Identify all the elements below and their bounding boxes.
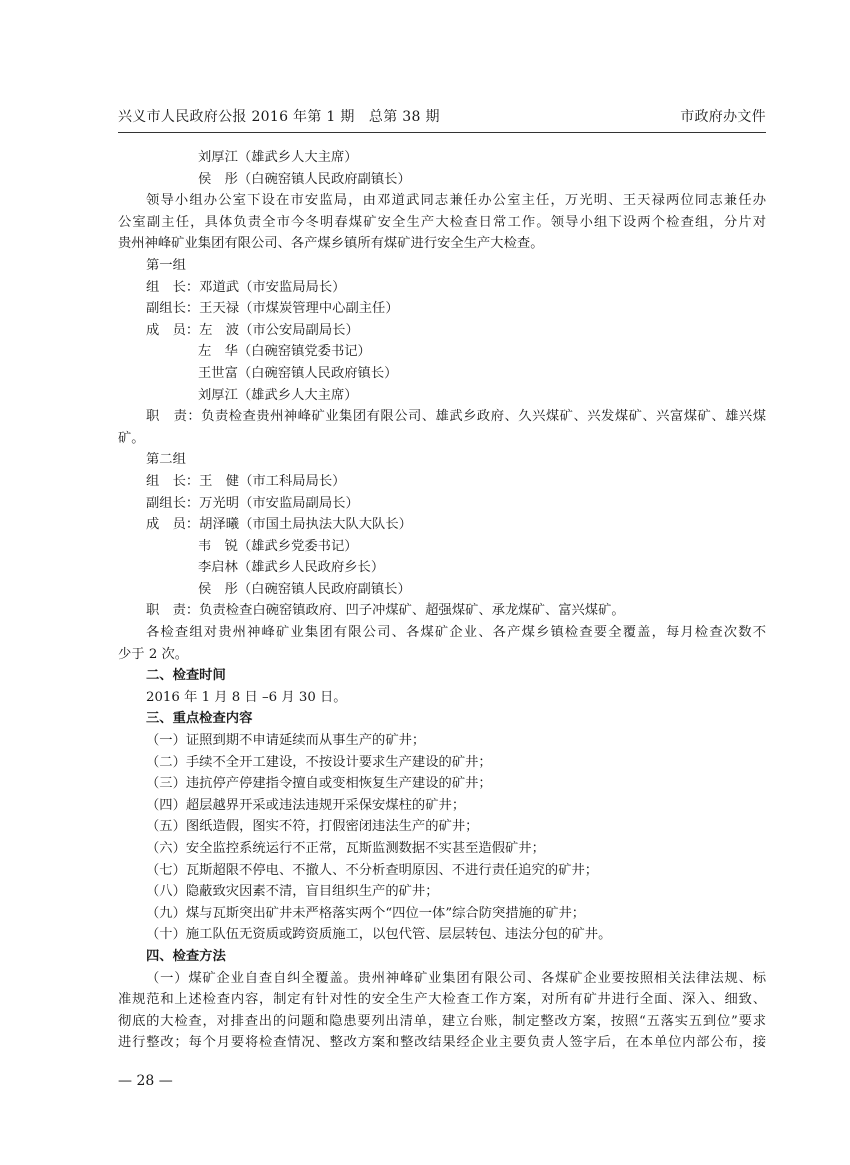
group-leader: 组 长：王 健（市工科局局长） bbox=[146, 473, 346, 489]
group-duty: 职 责：负责检查贵州神峰矿业集团有限公司、雄武乡政府、久兴煤矿、兴发煤矿、兴富煤矿、雄兴煤 bbox=[146, 409, 766, 425]
group-duty-cont: 矿。 bbox=[118, 430, 145, 446]
member-line: 李启林（雄武乡人民政府乡长） bbox=[198, 560, 385, 576]
list-item: （六）安全监控系统运行不正常，瓦斯监测数据不实甚至造假矿井； bbox=[146, 841, 545, 856]
member-line: 刘厚江（雄武乡人大主席） bbox=[198, 387, 358, 403]
section-heading: 四、检查方法 bbox=[146, 948, 226, 964]
list-item: （七）瓦斯超限不停电、不撤人、不分析查明原因、不进行责任追究的矿井； bbox=[146, 862, 599, 878]
member-line: 左 华（白碗窑镇党委书记） bbox=[198, 344, 371, 360]
member-line: 刘厚江（雄武乡人大主席） bbox=[198, 150, 358, 165]
list-item: （十）施工队伍无资质或跨资质施工，以包代管、层层转包、违法分包的矿井。 bbox=[146, 927, 612, 943]
paragraph-line: 各检查组对贵州神峰矿业集团有限公司、各煤矿企业、各产煤乡镇检查要全覆盖，每月检查次数不 bbox=[146, 625, 766, 641]
paragraph-line: 进行整改；每个月要将检查情况、整改方案和整改结果经企业主要负责人签字后，在本单位内部公布，接 bbox=[118, 1035, 766, 1051]
list-item: （一）证照到期不申请延续而从事生产的矿井； bbox=[146, 733, 426, 749]
page-number: — 28 — bbox=[118, 1073, 173, 1089]
member-line: 侯 彤（白碗窑镇人民政府副镇长） bbox=[198, 171, 411, 187]
group-deputy: 副组长：王天禄（市煤炭管理中心副主任） bbox=[146, 301, 399, 317]
member-line: 侯 彤（白碗窑镇人民政府副镇长） bbox=[198, 581, 411, 597]
paragraph-line: 公室副主任，具体负责全市今冬明春煤矿安全生产大检查日常工作。领导小组下设两个检查组，分片对 bbox=[118, 214, 766, 230]
group-deputy: 副组长：万光明（市安监局副局长） bbox=[146, 495, 359, 511]
group-duty: 职 责：负责检查白碗窑镇政府、凹子冲煤矿、超强煤矿、承龙煤矿、富兴煤矿。 bbox=[146, 603, 625, 619]
list-item: （四）超层越界开采或违法违规开采保安煤柱的矿井； bbox=[146, 797, 466, 813]
group-heading: 第二组 bbox=[146, 452, 186, 468]
paragraph-line: 彻底的大检查，对排查出的问题和隐患要列出清单，建立台账，制定整改方案，按照“五落实五到位”要求 bbox=[118, 1013, 766, 1029]
list-item: （二）手续不全开工建设，不按设计要求生产建设的矿井； bbox=[146, 754, 492, 770]
header-publication: 兴义市人民政府公报 2016 年第 1 期 总第 38 期 bbox=[118, 109, 440, 125]
paragraph-line: 领导小组办公室下设在市安监局，由邓道武同志兼任办公室主任，万光明、王天禄两位同志兼任办 bbox=[146, 193, 766, 209]
list-item: （三）违抗停产停建指令擅自或变相恢复生产建设的矿井； bbox=[146, 776, 492, 792]
paragraph-line: 准规范和上述检查内容，制定有针对性的安全生产大检查工作方案，对所有矿井进行全面、深入、细致、 bbox=[118, 992, 766, 1008]
paragraph-line: 2016 年 1 月 8 日 –6 月 30 日。 bbox=[146, 689, 347, 705]
section-heading: 二、检查时间 bbox=[146, 668, 226, 684]
paragraph-line: 少于 2 次。 bbox=[118, 646, 189, 662]
group-heading: 第一组 bbox=[146, 257, 186, 273]
page-header bbox=[118, 106, 766, 126]
paragraph-line: 贵州神峰矿业集团有限公司、各产煤乡镇所有煤矿进行安全生产大检查。 bbox=[118, 236, 544, 252]
document-body bbox=[118, 147, 766, 1054]
group-members: 成 员：左 波（市公安局副局长） bbox=[146, 322, 359, 338]
list-item: （八）隐蔽致灾因素不清，盲目组织生产的矿井； bbox=[146, 884, 439, 900]
header-rule bbox=[118, 132, 766, 133]
section-heading: 三、重点检查内容 bbox=[146, 711, 253, 727]
group-members: 成 员：胡泽曦（市国土局执法大队大队长） bbox=[146, 517, 412, 533]
member-line: 韦 锐（雄武乡党委书记） bbox=[198, 538, 358, 554]
member-line: 王世富（白碗窑镇人民政府镇长） bbox=[198, 365, 398, 381]
paragraph-line: （一）煤矿企业自查自纠全覆盖。贵州神峰矿业集团有限公司、各煤矿企业要按照相关法律法规、标 bbox=[146, 970, 766, 986]
list-item: （九）煤与瓦斯突出矿井未严格落实两个“四位一体”综合防突措施的矿井； bbox=[146, 905, 586, 921]
group-leader: 组 长：邓道武（市安监局局长） bbox=[146, 279, 346, 295]
list-item: （五）图纸造假，图实不符，打假密闭违法生产的矿井； bbox=[146, 819, 479, 835]
header-section: 市政府办文件 bbox=[680, 109, 766, 125]
